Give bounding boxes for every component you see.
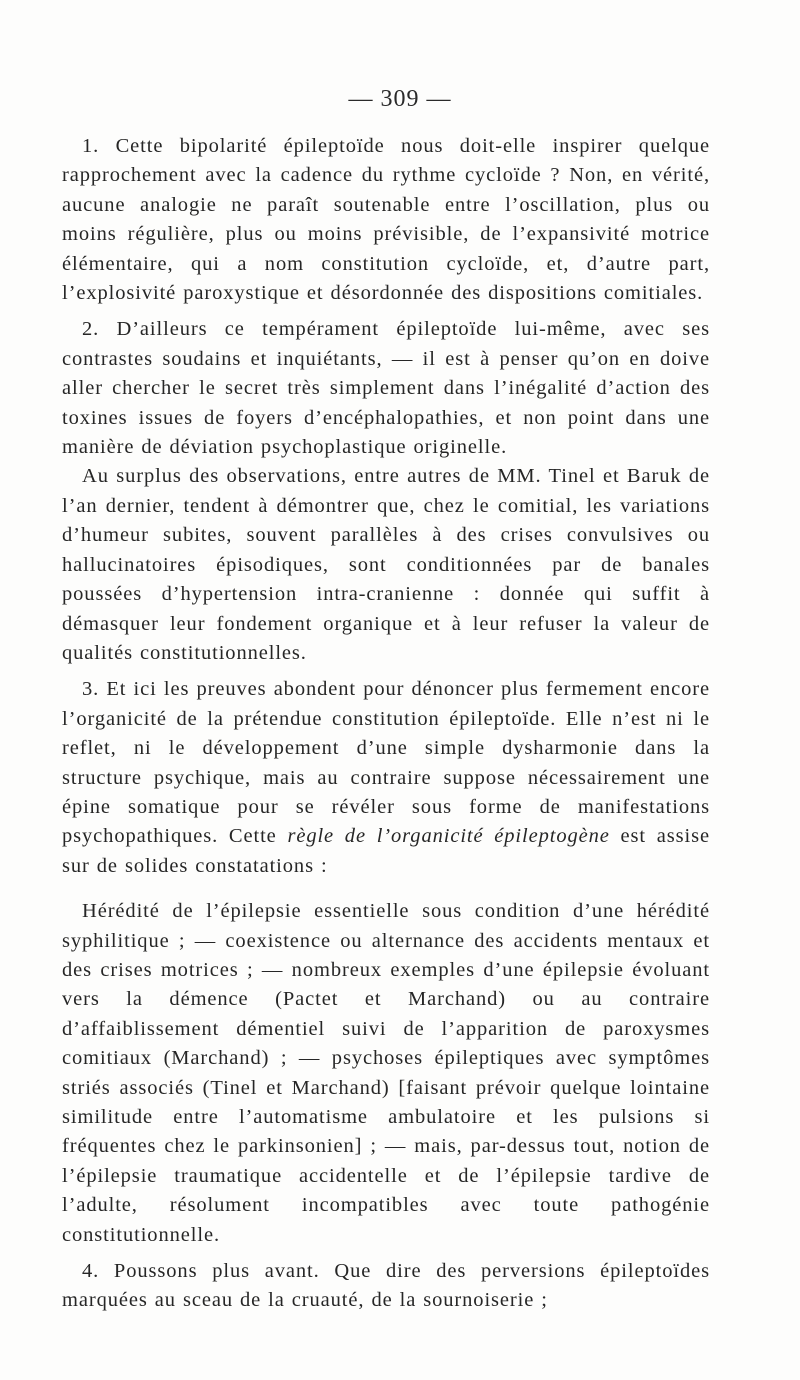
paragraph-3: Au surplus des observations, entre autres de MM. Tinel et Baruk de l’an dernier, tendent à démontrer que, chez le comitial, les variations d’humeur subites, souvent parallèles à des crises convulsives ou hallucinatoires épisodiques, sont conditionnées par de banales poussées d’hypertension intra-cranienne : donnée qui suffit à démasquer leur fondement organique et à leur refuser la valeur de qualités constitutionnelles. <box>62 465 710 664</box>
body-text <box>62 132 710 1316</box>
paragraph-4 <box>62 675 710 881</box>
paragraph-6: 4. Poussons plus avant. Que dire des perversions épileptoïdes marquées au sceau de la cruauté, de la sournoiserie ; <box>62 1260 710 1312</box>
page-number: — 309 — <box>348 86 452 112</box>
paragraph-5: Hérédité de l’épilepsie essentielle sous condition d’une hérédité syphilitique ; — coexistence ou alternance des accidents mentaux et des crises motrices ; — nombreux exemples d’une épilepsie évoluant vers la démence (Pactet et Marchand) ou au contraire d’affaiblissement démentiel suivi de l’apparition de paroxysmes comitiaux (Marchand) ; — psychoses épileptiques avec symptômes striés associés (Tinel et Marchand) [faisant prévoir quelque lointaine similitude entre l’automatisme ambulatoire et les pulsions si fréquentes chez le parkinsonien] ; — mais, par-dessus tout, notion de l’épilepsie traumatique accidentelle et de l’épilepsie tardive de l’adulte, résolument incompatibles avec toute pathogénie constitutionnelle. <box>62 900 710 1246</box>
paragraph-4-text: 3. Et ici les preuves abondent pour dénoncer plus fermement encore l’organicité de la prétendue constitution épileptoïde. Elle n’est ni le reflet, ni le développement d’une simple dysharmonie dans la structure psychique, mais au contraire suppose nécessairement une épine somatique pour se révéler sous forme de manifestations psychopathiques. Cette <box>62 678 710 848</box>
paragraph-4-emphasis: règle de l’organicité épileptogène <box>287 825 610 848</box>
paragraph-4-text-end: est assise sur de solides constatations : <box>62 825 711 877</box>
paragraph-1: 1. Cette bipolarité épileptoïde nous doit-elle inspirer quelque rapprochement avec la cadence du rythme cycloïde ? Non, en vérité, aucune analogie ne paraît soutenable entre l’oscillation, plus ou moins régulière, plus ou moins prévisible, de l’expansivité motrice élémentaire, qui a nom constitution cycloïde, et, d’autre part, l’explosivité paroxystique et désordonnée des dispositions comitiales. <box>62 135 710 305</box>
paragraph-2: 2. D’ailleurs ce tempérament épileptoïde lui-même, avec ses contrastes soudains et inquiétants, — il est à penser qu’on en doive aller chercher le secret très simplement dans l’inégalité d’action des toxines issues de foyers d’encéphalopathies, et non point dans une manière de déviation psychoplastique originelle. <box>62 318 710 459</box>
